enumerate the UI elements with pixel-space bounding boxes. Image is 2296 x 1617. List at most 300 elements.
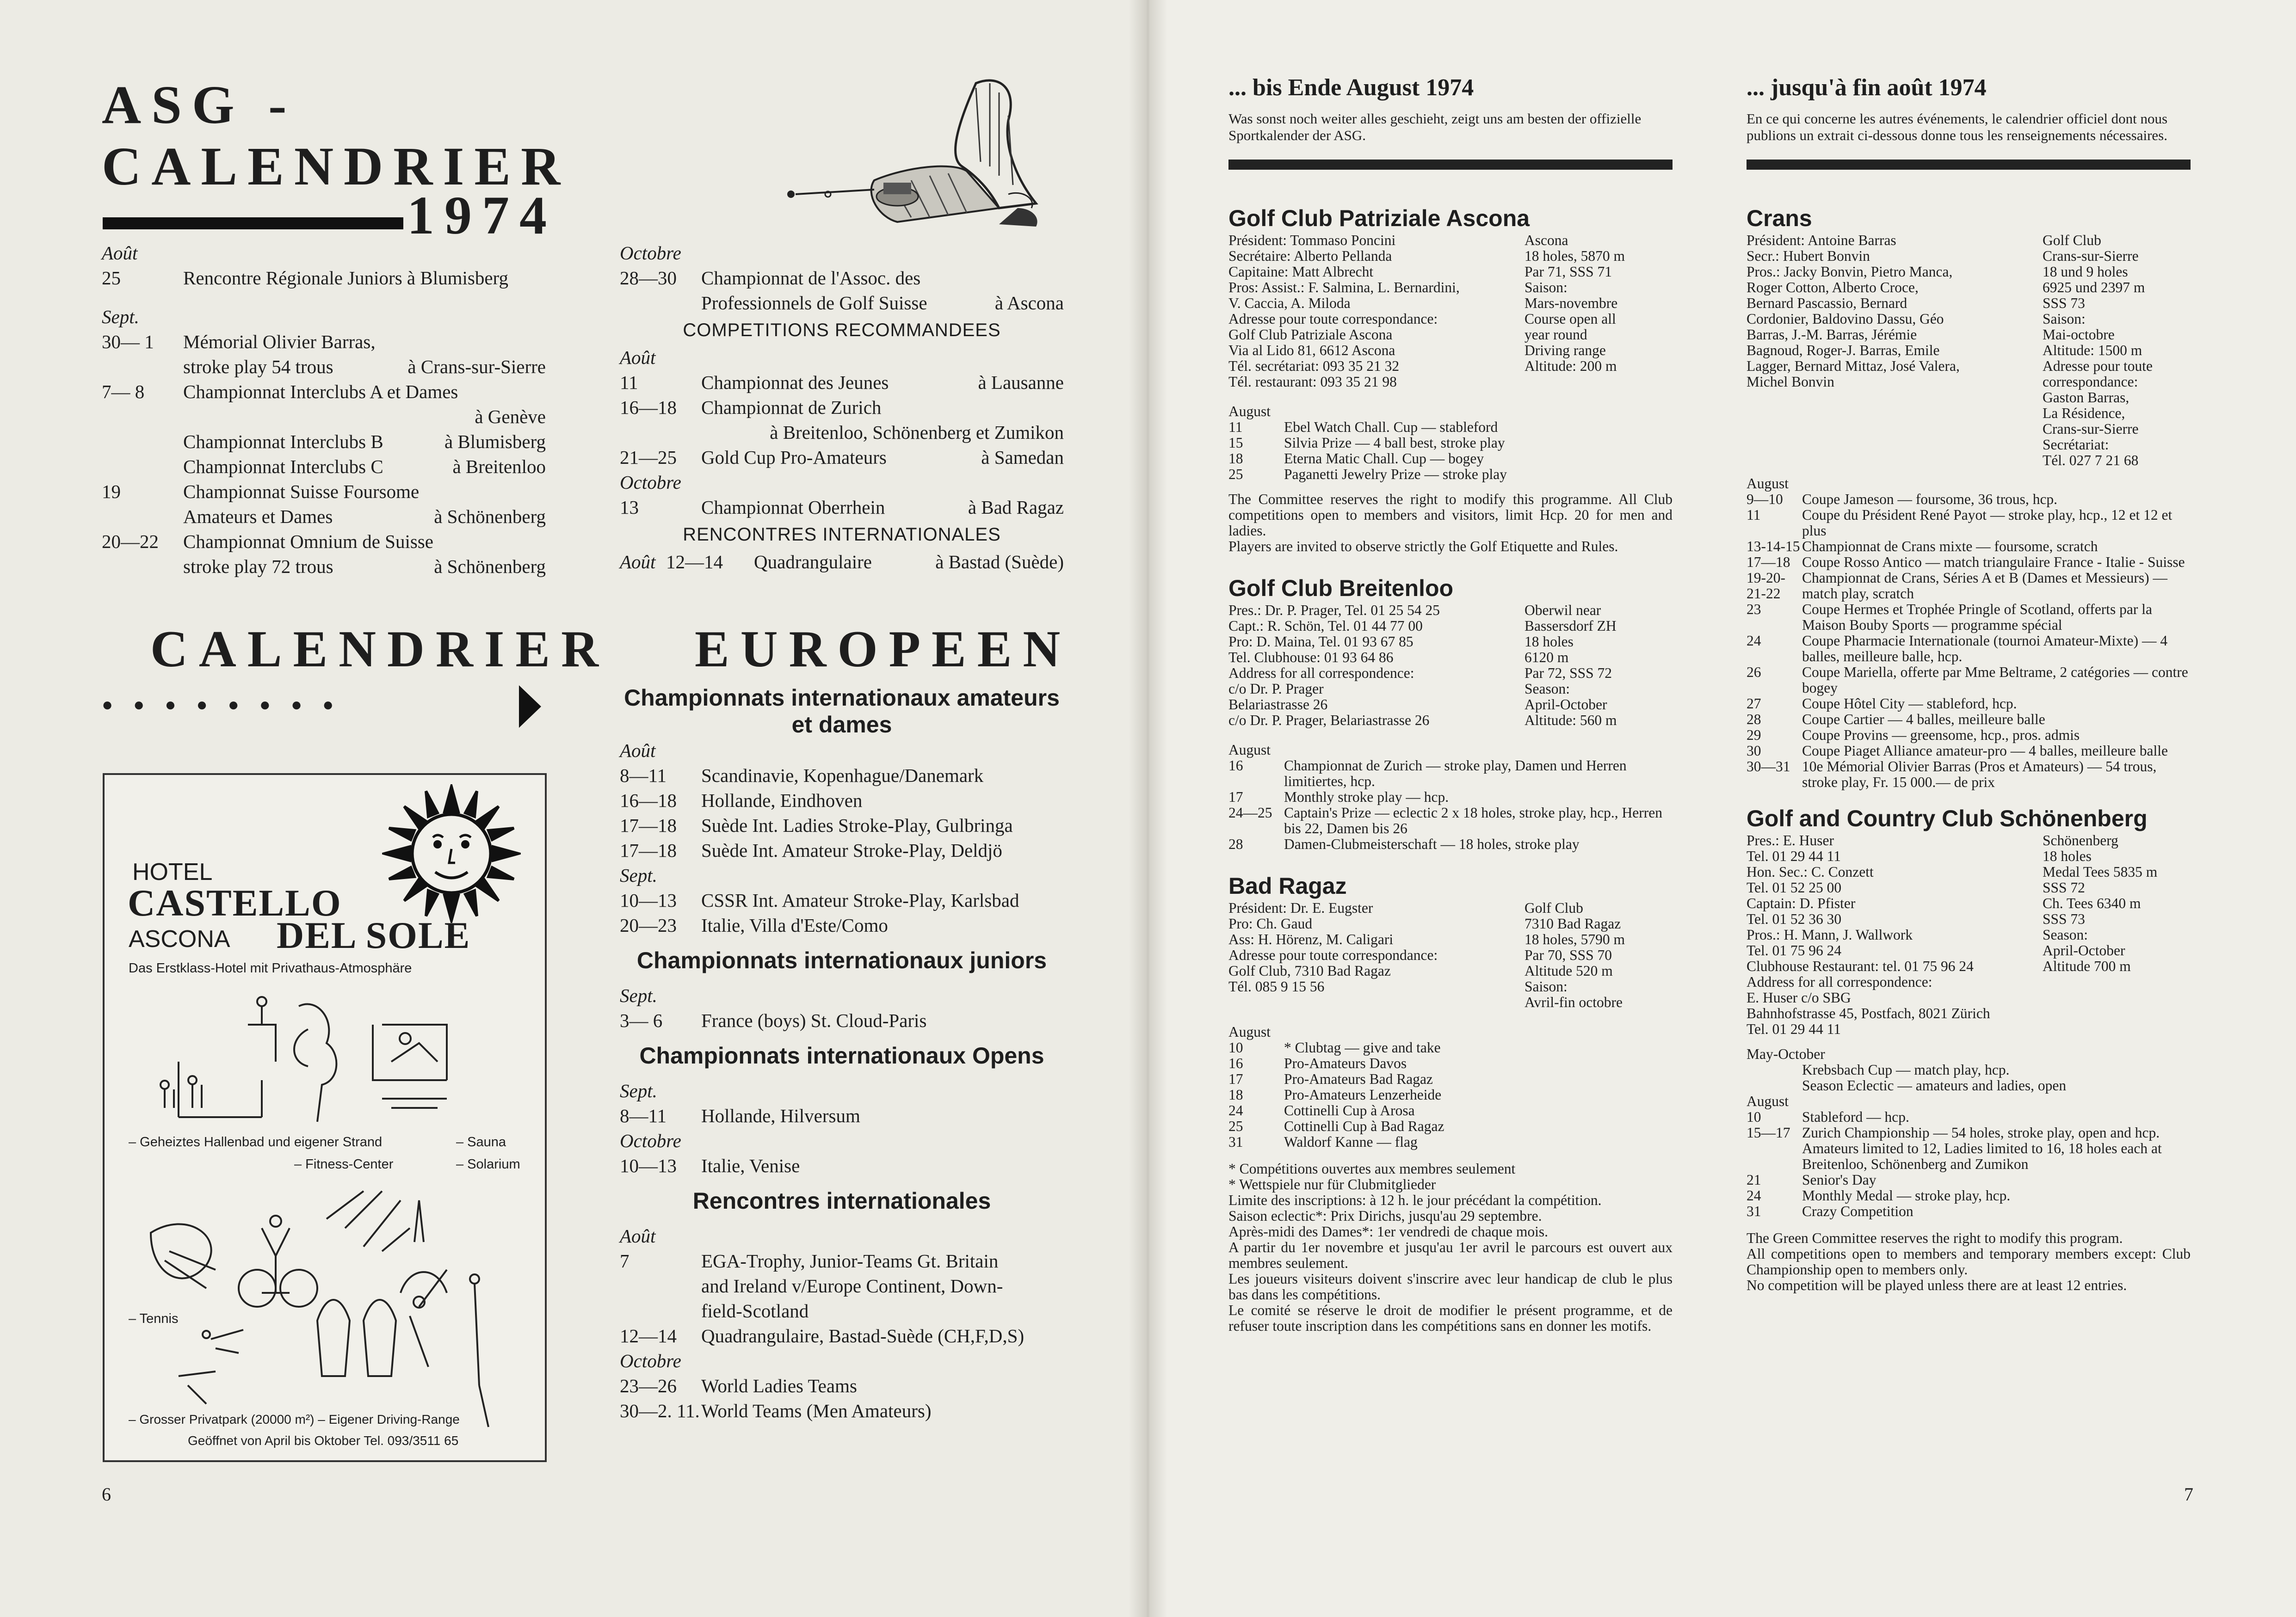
info-line: Adresse pour toute <box>2043 358 2153 374</box>
event-row <box>1228 1134 1673 1150</box>
calendar-row <box>620 763 1064 788</box>
info-line: 18 holes <box>1524 633 1574 650</box>
event-date: 10 <box>1228 1039 1243 1056</box>
row-date: 20—22 <box>102 531 159 552</box>
info-line: Oberwil near <box>1524 602 1601 618</box>
note-line: The Green Committee reserves the right to modify this program. <box>1747 1230 2123 1246</box>
event-date: 28 <box>1747 711 1761 727</box>
event-text: Silvia Prize — 4 ball best, stroke play <box>1284 435 1505 451</box>
right-col-1: Golf Club Patriziale Ascona Président: Tommaso Poncini Secrétaire: Alberto Pellanda Capitaine: Matt Albrecht Pros: Assist.: F. Salmina, L. Bernardini, V. Caccia, A. Miloda Adresse pour toute correspondance: Golf Club Patriziale Ascona Via al Lido 81, 6612 Ascona Tél. secrétariat: 093 35 21 32 Tél. restaurant: 093 35 21 98 Ascona 18 holes, 5870 m Par 71, SSS 71 Saison: Mars-novembre Course open all year round Driving range Altitude: 200 m August 11 Ebel Watch Chall. Cup — stableford 15 Silvia Prize — 4 ball best, stroke play 18 Eterna Matic Chall. Cup — bogey 25 Paganetti Jewelry Prize — stroke play The Committee reserves the right to modify this programme. All Club competitions open to members and visitors, limit Hcp. 20 for men and ladies. Players are invited to observe strictly the Golf Etiquette and Rules. Golf Club Breitenloo Pres.: Dr. P. Prager, Tel. 01 25 54 25 Capt.: R. Schön, Tel. 01 44 77 00 Pro: D. Maina, Tel. 01 93 67 85 Tel. Clubhouse: 01 93 64 86 Address for all correspondence: c/o Dr. P. Prager Belariastrasse 26 c/o Dr. P. Prager, Belariastrasse 26 Oberwil near Bassersdorf ZH 18 holes 6120 m Par 72, SSS 72 Season: April-October Altitude: 560 m August 16 Championnat de Zurich — stroke play, Damen und Herren limitiertes, hcp. 17 Monthly stroke play — hcp. 24—25 Captain's Prize — eclectic 2 x 18 holes, stroke play, hcp., Herren bis 22, Damen bis 26 28 Damen-Clubmeisterschaft — 18 holes, stroke play Bad Ragaz Président: Dr. E. Eugster Pro: Ch. Gaud Ass: H. Hörenz, M. Caligari Adresse pour toute correspondance: Golf Club, 7310 Bad Ragaz Tél. 085 9 15 56 Golf Club 7310 Bad Ragaz 18 holes, 5790 m Par 70, SSS 70 Altitude 520 m Saison: Avril-fin octobre August 10 * Clubtag — give and take 16 Pro-Amateurs Davos 17 Pro-Amateurs Bad Ragaz 18 Pro-Amateurs Lenzerheide 24 Cottinelli Cup à Arosa 25 Cottinelli Cup à Bad Ragaz 31 Waldorf Kanne — flag * Compétitions ouvertes aux membres seulement * Wettspiele nur für Clubmitglieder Limite des inscriptions: à 12 h. le jour précédant la compétition. Saison eclectic*: Prix Dirichs, jusqu'au 29 septembre. Après-midi des Dames*: 1er vendredi de chaque mois. A partir du 1er novembre et jusqu'au 1er avril le parcours est ouvert aux membres seulement. Les joueurs visiteurs doivent s'inscrire avec leur handicap de club le plus bas dans les compétitions. Le comité se réserve le droit de modifier le présent programme, et de refuser toute inscription dans les compétitions sans en donner les motifs. <box>1228 205 1673 1334</box>
row-event: Championnat Suisse Foursome <box>183 481 420 502</box>
row-place: à Crans-sur-Sierre <box>407 356 546 377</box>
info-line: Mars-novembre <box>1524 295 1618 311</box>
info-line: c/o Dr. P. Prager <box>1228 681 1324 697</box>
event-text: Coupe Jameson — foursome, 36 trous, hcp. <box>1802 491 2058 507</box>
info-line: Cordonier, Baldovino Dassu, Géo <box>1747 311 1944 327</box>
calendar-row <box>620 813 1064 838</box>
row-event: Hollande, Eindhoven <box>701 790 863 811</box>
info-line: April-October <box>2043 942 2125 959</box>
hotel-name-2: DEL SOLE <box>277 914 471 956</box>
event-text: Championnat de Zurich — stroke play, Damen und Herren limitiertes, hcp. <box>1284 757 1627 789</box>
ad-footer-1: – Grosser Privatpark (20000 m²) – Eigener Driving-Range <box>129 1412 460 1426</box>
event-row <box>1747 1172 2191 1188</box>
info-line: Altitude: 560 m <box>1524 712 1617 728</box>
info-line: Tél. 027 7 21 68 <box>2043 452 2139 468</box>
row-event: World Ladies Teams <box>701 1375 857 1396</box>
ad-footer-2: Geöffnet von April bis Oktober Tel. 093/3511 65 <box>188 1433 459 1448</box>
info-line: Via al Lido 81, 6612 Ascona <box>1228 342 1395 358</box>
event-row <box>1747 554 2191 570</box>
title-rule <box>103 217 403 229</box>
calendar-row <box>102 504 546 529</box>
event-date: 9—10 <box>1747 491 1783 507</box>
section-heading: COMPETITIONS RECOMMANDEES <box>683 320 1001 340</box>
info-line: Tél. secrétariat: 093 35 21 32 <box>1228 358 1400 374</box>
info-line: Lagger, Bernard Mittaz, José Valera, <box>1747 358 1960 374</box>
info-line: Bagnoud, Roger-J. Barras, Emile <box>1747 342 1940 358</box>
row-event: stroke play 54 trous <box>183 356 333 377</box>
row-place: à Schönenberg <box>434 506 546 527</box>
event-row <box>1747 1125 2191 1172</box>
info-line: Season: <box>1524 681 1570 697</box>
row-date: 16—18 <box>620 790 677 811</box>
row-event: Championnat des Jeunes <box>701 372 889 393</box>
row-place: à Ascona <box>994 292 1064 314</box>
row-place: à Breitenloo, Schönenberg et Zumikon <box>770 422 1064 443</box>
event-date: 10 <box>1747 1109 1761 1125</box>
info-line: Président: Antoine Barras <box>1747 232 1896 248</box>
event-text: Coupe Mariella, offerte par Mme Beltrame, 2 catégories — contre bogey <box>1802 664 2188 696</box>
row-event: Championnat Interclubs C <box>183 456 383 477</box>
row-place: à Schönenberg <box>434 556 546 577</box>
info-line: Crans-sur-Sierre <box>2043 248 2139 264</box>
event-text: Monthly Medal — stroke play, hcp. <box>1802 1187 2011 1204</box>
row-date: 17—18 <box>620 815 677 836</box>
event-date: 24 <box>1747 1187 1761 1204</box>
note-line: * Wettspiele nur für Clubmitglieder <box>1228 1176 1436 1193</box>
event-text: Cottinelli Cup à Bad Ragaz <box>1284 1118 1444 1134</box>
hotel-tagline: Das Erstklass-Hotel mit Privathaus-Atmosphäre <box>129 961 412 976</box>
row-place: à Samedan <box>981 447 1064 468</box>
event-text: Captain's Prize — eclectic 2 x 18 holes, stroke play, hcp., Herren bis 22, Damen bis 26 <box>1284 805 1663 836</box>
event-date: 13-14-15 <box>1747 538 1800 554</box>
calendar-row <box>620 788 1064 813</box>
info-line: Altitude 700 m <box>2043 958 2131 974</box>
event-row <box>1747 664 2191 696</box>
event-row <box>1228 789 1673 805</box>
row-event: Championnat de l'Assoc. des <box>701 267 921 289</box>
event-date: 29 <box>1747 727 1761 743</box>
info-line: Mai-octobre <box>2043 326 2115 343</box>
row-event: Championnat Interclubs A et Dames <box>183 381 458 402</box>
row-place: à Genève <box>475 406 546 427</box>
row-event: France (boys) St. Cloud-Paris <box>701 1010 927 1031</box>
event-row <box>1747 507 2191 539</box>
row-event: Hollande, Hilversum <box>701 1105 860 1126</box>
row-date: 28—30 <box>620 267 677 289</box>
calendar-row <box>620 495 1064 520</box>
note-line: Le comité se réserve le droit de modifier le présent programme, et de refuser toute inscription dans les compétitions sans en donner les motifs. <box>1228 1302 1673 1334</box>
info-line: Secrétariat: <box>2043 437 2109 453</box>
row-event: CSSR Int. Amateur Stroke-Play, Karlsbad <box>701 890 1019 911</box>
month-label: Octobre <box>620 242 681 264</box>
row-event: Suède Int. Amateur Stroke-Play, Deldjö <box>701 840 1002 861</box>
calendar-row <box>620 1323 1064 1348</box>
info-line: c/o Dr. P. Prager, Belariastrasse 26 <box>1228 712 1430 728</box>
event-date: 17 <box>1228 789 1243 805</box>
row-date: 3— 6 <box>620 1010 663 1031</box>
info-line: Crans-sur-Sierre <box>2043 421 2139 437</box>
row-event: Quadrangulaire, Bastad-Suède (CH,F,D,S) <box>701 1325 1025 1346</box>
info-line: V. Caccia, A. Miloda <box>1228 295 1351 311</box>
info-line: Tel. 01 52 36 30 <box>1747 911 1842 927</box>
event-row <box>1747 727 2191 743</box>
row-event: Amateurs et Dames <box>183 506 333 527</box>
row-event: World Teams (Men Amateurs) <box>701 1400 932 1421</box>
info-line: Golf Club, 7310 Bad Ragaz <box>1228 963 1391 979</box>
note-line: * Compétitions ouvertes aux membres seulement <box>1228 1161 1516 1177</box>
month-label: Août <box>620 347 656 368</box>
event-date: 27 <box>1747 695 1761 712</box>
info-line: Adresse pour toute correspondance: <box>1228 947 1438 963</box>
month-label: Sept. <box>102 306 139 327</box>
event-row <box>1228 758 1673 789</box>
row-event: Championnat Omnium de Suisse <box>183 531 433 552</box>
row-event: Professionnels de Golf Suisse <box>701 292 927 314</box>
calendar-row <box>620 265 1064 290</box>
event-text: Coupe Cartier — 4 balles, meilleure balle <box>1802 711 2045 727</box>
calendar-row <box>620 395 1064 420</box>
section-heading: Championnats internationaux Opens <box>639 1043 1044 1069</box>
calendar-row <box>620 370 1064 395</box>
calendar-row: 25 Rencontre Régionale Juniors à Blumisberg <box>102 267 508 289</box>
calendar-row <box>102 379 546 404</box>
info-line: Ch. Tees 6340 m <box>2043 895 2141 911</box>
calendar-row <box>620 1298 1064 1323</box>
asg-calendar-col-1 <box>102 240 546 579</box>
calendar-row <box>102 354 546 379</box>
info-line: Medal Tees 5835 m <box>2043 864 2158 880</box>
row-event: Scandinavie, Kopenhague/Danemark <box>701 765 984 786</box>
hotel-sketches <box>123 969 530 1432</box>
info-line: Par 71, SSS 71 <box>1524 264 1612 280</box>
event-row <box>1747 696 2191 712</box>
section-heading: Rencontres internationales <box>692 1188 991 1214</box>
row-date: 12—14 <box>620 1325 677 1346</box>
note-line: Limite des inscriptions: à 12 h. le jour précédant la compétition. <box>1228 1192 1602 1208</box>
event-row <box>1228 419 1673 435</box>
month-label: Août <box>102 242 138 264</box>
event-row <box>1228 836 1673 852</box>
title-year: 1974 <box>407 185 557 246</box>
row-place: à Breitenloo <box>452 456 546 477</box>
row-event: Italie, Venise <box>701 1155 800 1176</box>
info-line: Ascona <box>1524 232 1568 248</box>
event-text: Coupe Rosso Antico — match triangulaire France - Italie - Suisse <box>1802 554 2185 570</box>
info-line: correspondance: <box>2043 374 2138 390</box>
event-row <box>1747 570 2191 602</box>
info-line: Pro: Ch. Gaud <box>1228 916 1313 932</box>
event-text: Coupe Hôtel City — stableford, hcp. <box>1802 695 2017 712</box>
event-row <box>1228 1056 1673 1071</box>
event-date: 17 <box>1228 1071 1243 1087</box>
row-date: 10—13 <box>620 890 677 911</box>
info-line: Golf Club <box>2043 232 2101 248</box>
section-heading: RENCONTRES INTERNATIONALES <box>683 524 1001 545</box>
row-event: Italie, Villa d'Este/Como <box>701 915 888 936</box>
event-date: 31 <box>1747 1203 1761 1219</box>
event-date: 11 <box>1747 507 1761 523</box>
event-row <box>1747 759 2191 790</box>
club-title: Crans <box>1747 205 1812 231</box>
info-line: Tel. 01 29 44 11 <box>1747 1021 1841 1037</box>
event-date: 18 <box>1228 1087 1243 1103</box>
note-line: Après-midi des Dames*: 1er vendredi de chaque mois. <box>1228 1224 1549 1240</box>
row-date: 10—13 <box>620 1155 677 1176</box>
info-line: Hon. Sec.: C. Conzett <box>1747 864 1874 880</box>
event-row <box>1228 1103 1673 1119</box>
info-line: 7310 Bad Ragaz <box>1524 916 1621 932</box>
event-date: 15 <box>1228 435 1243 451</box>
info-line: Saison: <box>2043 311 2086 327</box>
calendar-row <box>620 445 1064 470</box>
info-line: Président: Tommaso Poncini <box>1228 232 1396 248</box>
event-row <box>1228 1071 1673 1087</box>
info-line: Driving range <box>1524 342 1606 358</box>
info-line: Avril-fin octobre <box>1524 994 1623 1010</box>
event-text: Crazy Competition <box>1802 1203 1913 1219</box>
event-text: Paganetti Jewelry Prize — stroke play <box>1284 466 1507 482</box>
row-event: EGA-Trophy, Junior-Teams Gt. Britain <box>701 1250 999 1272</box>
row-place: à Blumisberg <box>444 431 546 452</box>
row-date: 21—25 <box>620 447 677 468</box>
club-title: Golf Club Patriziale Ascona <box>1228 205 1530 231</box>
event-row <box>1228 1119 1673 1134</box>
info-line: SSS 72 <box>2043 879 2085 896</box>
row-date: 8—11 <box>620 765 667 786</box>
event-row <box>1747 492 2191 507</box>
info-line: Schönenberg <box>2043 832 2118 848</box>
event-date: 24—25 <box>1228 805 1272 821</box>
info-line: 18 holes <box>2043 848 2092 864</box>
event-date: 25 <box>1228 1118 1243 1134</box>
info-line: Golf Club Patriziale Ascona <box>1228 326 1393 343</box>
info-line: year round <box>1524 326 1587 343</box>
info-line: Barras, J.-M. Barras, Jérémie <box>1747 326 1917 343</box>
info-line: Gaston Barras, <box>2043 389 2129 406</box>
calendar-row <box>620 888 1064 913</box>
right-page <box>1148 0 2296 1617</box>
calendar-row <box>620 420 1064 445</box>
info-line: Clubhouse Restaurant: tel. 01 75 96 24 <box>1747 958 1974 974</box>
info-line: Secr.: Hubert Bonvin <box>1747 248 1870 264</box>
event-date: 25 <box>1228 466 1243 482</box>
row-date: 7— 8 <box>102 381 145 402</box>
info-line: Altitude 520 m <box>1524 963 1613 979</box>
info-line: 18 und 9 holes <box>2043 264 2128 280</box>
european-calendar: Championnats internationaux amateurs et dames Août 8—11 Scandinavie, Kopenhague/Danemark 16—18 Hollande, Eindhoven 17—18 Suède Int. Ladies Stroke-Play, Gulbringa 17—18 Suède Int. Amateur Stroke-Play, Deldjö Sept. 10—13 CSSR Int. Amateur Stroke-Play, Karlsbad 20—23 Italie, Villa d'Este/Como Championnats internationaux juniors Sept. 3— 6 France (boys) St. Cloud-Paris Championnats internationaux Opens Sept. 8—11 Hollande, Hilversum Octobre 10—13 Italie, Venise Rencontres internationales Août 7 EGA-Trophy, Junior-Teams Gt. Britain and Ireland v/Europe Continent, Down- field-Scotland 12—14 Quadrangulaire, Bastad-Suède (CH,F,D,S) Octobre 23—26 World Ladies Teams 30—2. 11. World Teams (Men Amateurs) <box>620 684 1064 1423</box>
book-gutter <box>1129 0 1167 1617</box>
golfer-illustration <box>759 69 1073 240</box>
sun-icon <box>382 784 521 923</box>
calendar-row <box>620 838 1064 863</box>
event-text: Season Eclectic — amateurs and ladies, open <box>1802 1077 2067 1094</box>
event-row <box>1228 467 1673 482</box>
event-date: 19-20-21-22 <box>1747 570 1785 602</box>
calendar-row <box>102 404 546 429</box>
club-title: Golf Club Breitenloo <box>1228 575 1454 601</box>
info-line: Address for all correspondence: <box>1747 974 1932 990</box>
info-line: Président: Dr. E. Eugster <box>1228 900 1373 916</box>
event-date: 18 <box>1228 450 1243 467</box>
info-line: Adresse pour toute correspondance: <box>1228 311 1438 327</box>
fr-intro: ... jusqu'à fin août 1974 En ce qui concerne les autres événements, le calendrier officiel dont nous publions un extrait ci-dessous donne tous les renseignements nécessaires. <box>1747 74 2191 170</box>
event-date: 31 <box>1228 1134 1243 1150</box>
row-date: 7 <box>620 1250 630 1272</box>
info-line: Michel Bonvin <box>1747 374 1834 390</box>
calendar-row <box>102 429 546 454</box>
de-intro: ... bis Ende August 1974 Was sonst noch weiter alles geschieht, zeigt uns am besten der offizielle Sportkalender der ASG. <box>1228 74 1673 170</box>
heading-rule <box>1747 160 2191 170</box>
event-text: Pro-Amateurs Lenzerheide <box>1284 1087 1442 1103</box>
hotel-name-1: CASTELLO <box>128 882 342 924</box>
page-number: 7 <box>2184 1484 2193 1505</box>
info-line: SSS 73 <box>2043 911 2085 927</box>
month-label: Octobre <box>620 472 681 493</box>
event-text: Damen-Clubmeisterschaft — 18 holes, stroke play <box>1284 836 1580 852</box>
info-line: Tél. 085 9 15 56 <box>1228 978 1325 995</box>
info-line: SSS 73 <box>2043 295 2085 311</box>
event-date: 30 <box>1747 743 1761 759</box>
info-line: Address for all correspondence: <box>1228 665 1414 681</box>
event-text: Pro-Amateurs Davos <box>1284 1055 1407 1071</box>
info-line: Bassersdorf ZH <box>1524 618 1617 634</box>
asg-title: ASG - CALENDRIER <box>102 74 571 197</box>
event-date: 11 <box>1228 419 1243 435</box>
calendar-row <box>620 1273 1064 1298</box>
event-text: Cottinelli Cup à Arosa <box>1284 1102 1415 1119</box>
info-line: Tel. 01 52 25 00 <box>1747 879 1842 896</box>
euro-title: CALENDRIER EUROPEEN <box>150 621 1072 678</box>
calendar-row <box>620 290 1064 315</box>
calendar-row: Août 12—14 Quadrangulaire à Bastad (Suède) <box>620 551 1064 572</box>
event-row <box>1747 743 2191 759</box>
calendar-row <box>620 1373 1064 1398</box>
event-text: Ebel Watch Chall. Cup — stableford <box>1284 419 1498 435</box>
info-line: Pros.: Jacky Bonvin, Pietro Manca, <box>1747 264 1953 280</box>
event-date: 15—17 <box>1747 1125 1790 1141</box>
info-line: 6120 m <box>1524 649 1569 665</box>
info-line: April-October <box>1524 696 1607 713</box>
event-row <box>1228 435 1673 451</box>
info-line: Pres.: E. Huser <box>1747 832 1834 848</box>
calendar-row <box>620 1008 1064 1033</box>
event-text: Monthly stroke play — hcp. <box>1284 789 1449 805</box>
calendar-row <box>102 479 546 504</box>
info-line: 6925 und 2397 m <box>2043 279 2145 295</box>
note-line: Saison eclectic*: Prix Dirichs, jusqu'au 29 septembre. <box>1228 1208 1542 1224</box>
event-date: 28 <box>1228 836 1243 852</box>
event-text: Coupe Hermes et Trophée Pringle of Scotland, offerts par la Maison Bouby Sports — programme spécial <box>1802 601 2153 633</box>
info-line: Belariastrasse 26 <box>1228 696 1328 713</box>
calendar-row <box>620 913 1064 938</box>
event-text: Eterna Matic Chall. Cup — bogey <box>1284 450 1484 467</box>
info-line: Golf Club <box>1524 900 1583 916</box>
arrow-head-icon <box>519 685 541 728</box>
row-date: 11 <box>620 372 638 393</box>
event-row <box>1228 1087 1673 1103</box>
info-line: Ass: H. Hörenz, M. Caligari <box>1228 931 1394 947</box>
row-event: and Ireland v/Europe Continent, Down- <box>701 1275 1003 1297</box>
info-line: Season: <box>2043 927 2088 943</box>
info-line: Captain: D. Pfister <box>1747 895 1856 911</box>
dots-arrow: ●●●●●●●● <box>102 694 354 715</box>
event-row <box>1228 1040 1673 1056</box>
event-text: Coupe Piaget Alliance amateur-pro — 4 balles, meilleure balle <box>1802 743 2168 759</box>
note-line: No competition will be played unless there are at least 12 entries. <box>1747 1277 2127 1293</box>
hotel-advertisement: HOTEL CASTELLO ASCONA DEL SOLE Das Erstklass-Hotel mit Privathaus-Atmosphäre – Geheiztes Hallenbad und eigener Strand – Sauna – Fitness-Center – Solarium – Tennis – Grosser Privatpark (20000 m²) – Eigener Driving-Range Geöffnet von April bis Oktober Tel. 093/3511 65 <box>103 773 547 1462</box>
row-date: 19 <box>102 481 121 502</box>
event-row <box>1228 451 1673 467</box>
event-date: 30—31 <box>1747 758 1790 775</box>
note-line: Les joueurs visiteurs doivent s'inscrire avec leur handicap de club le plus bas dans les compétitions. <box>1228 1271 1673 1303</box>
event-date: 26 <box>1747 664 1761 680</box>
note-line: All competitions open to members and temporary members except: Club Championship open to members only. <box>1747 1246 2191 1278</box>
row-date: 23—26 <box>620 1375 677 1396</box>
event-row <box>1747 712 2191 727</box>
event-date: 23 <box>1747 601 1761 617</box>
info-line: Tel. Clubhouse: 01 93 64 86 <box>1228 649 1394 665</box>
info-line: Roger Cotton, Alberto Croce, <box>1747 279 1919 295</box>
event-text: Coupe du Président René Payot — stroke play, hcp., 12 et 12 et plus <box>1802 507 2173 539</box>
event-text: 10e Mémorial Olivier Barras (Pros et Amateurs) — 54 trous, stroke play, Fr. 15 000.— de prix <box>1802 758 2157 790</box>
info-line: E. Huser c/o SBG <box>1747 990 1851 1006</box>
info-line: Pros: Assist.: F. Salmina, L. Bernardini, <box>1228 279 1460 295</box>
info-line: La Résidence, <box>2043 405 2125 421</box>
calendar-row <box>102 554 546 579</box>
event-text: Championnat de Crans, Séries A et B (Dames et Messieurs) — match play, scratch <box>1802 570 2167 602</box>
info-line: 18 holes, 5790 m <box>1524 931 1625 947</box>
event-text: Coupe Pharmacie Internationale (tournoi Amateur-Mixte) — 4 balles, meilleure balle, hcp. <box>1802 633 2168 664</box>
row-place: à Lausanne <box>978 372 1064 393</box>
calendar-row <box>620 1153 1064 1178</box>
asg-calendar-col-2 <box>620 240 1064 574</box>
section-heading: Championnats internationaux amateurs et dames <box>624 685 1060 738</box>
info-line: Saison: <box>1524 279 1568 295</box>
calendar-row <box>102 454 546 479</box>
info-line: Course open all <box>1524 311 1616 327</box>
info-line: 18 holes, 5870 m <box>1524 248 1625 264</box>
row-event: Mémorial Olivier Barras, <box>183 331 376 352</box>
event-date: 24 <box>1747 633 1761 649</box>
info-line: Altitude: 1500 m <box>2043 342 2142 358</box>
info-line: Secrétaire: Alberto Pellanda <box>1228 248 1392 264</box>
row-place: à Bad Ragaz <box>968 497 1064 518</box>
calendar-row <box>620 1103 1064 1128</box>
row-date: 13 <box>620 497 639 518</box>
calendar-row <box>620 1248 1064 1273</box>
info-line: Pro: D. Maina, Tel. 01 93 67 85 <box>1228 633 1413 650</box>
event-date: 16 <box>1228 757 1243 774</box>
section-heading: Championnats internationaux juniors <box>636 947 1047 973</box>
row-event: Championnat de Zurich <box>701 397 882 418</box>
club-title: Golf and Country Club Schönenberg <box>1747 805 2148 831</box>
event-date: 21 <box>1747 1172 1761 1188</box>
event-row <box>1747 1204 2191 1219</box>
row-date: 17—18 <box>620 840 677 861</box>
club-title: Bad Ragaz <box>1228 873 1347 899</box>
calendar-row <box>102 529 546 554</box>
